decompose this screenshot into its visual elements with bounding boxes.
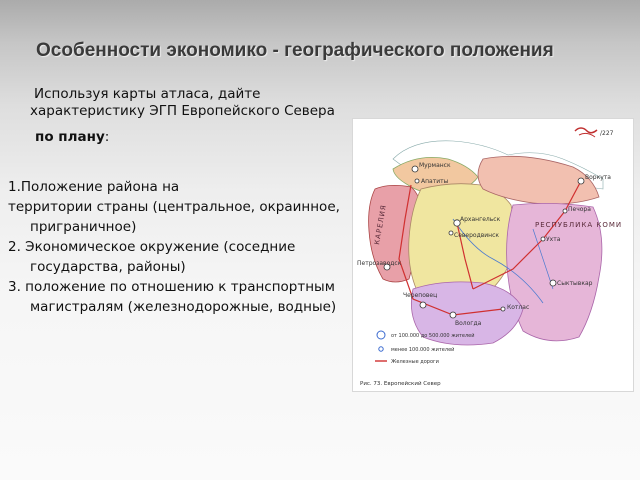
city-petrozavodsk-label: Петрозаводск — [357, 260, 402, 267]
map-caption: Рис. 73. Европейский Север — [360, 381, 441, 387]
legend-item-3-label: Железные дороги — [391, 359, 439, 365]
plan-heading-colon: : — [104, 129, 110, 145]
plan-item-1 — [8, 177, 368, 237]
region-komi-label: РЕСПУБЛИКА КОМИ — [535, 221, 623, 229]
plan-item-1-line-1: 1.Положение района на — [8, 179, 180, 195]
plan-item-2-line-2: государства, районы) — [30, 259, 186, 275]
plan-item-1-line-2: территории страны (центральное, окраинное, — [8, 199, 340, 215]
plan-item-1-line-3: приграничное) — [30, 219, 137, 235]
intro-text — [30, 86, 370, 120]
city-apatity-label: Апатиты — [421, 178, 449, 185]
map-svg — [353, 119, 633, 391]
city-cherepovets-label: Череповец — [403, 292, 438, 299]
plan-item-3 — [8, 277, 368, 317]
legend-item-2-label: менее 100.000 жителей — [391, 347, 455, 353]
city-syktyvkar-label: Сыктывкар — [557, 280, 593, 287]
city-murmansk-label: Мурманск — [419, 162, 451, 169]
legend-item-1-label: от 100.000 до 500.000 жителей — [391, 333, 475, 339]
city-vologda-label: Вологда — [455, 320, 482, 327]
plan-heading-bold: по плану — [35, 129, 105, 145]
city-vorkuta-label: Воркута — [585, 174, 611, 181]
plan-item-2 — [8, 237, 368, 277]
plan-heading — [35, 129, 109, 146]
map-legend — [375, 331, 474, 365]
city-severodvinsk-label: Северодвинск — [454, 232, 500, 239]
plan-item-3-line-2: магистралям (железнодорожные, водные) — [30, 299, 337, 315]
city-ukhta-label: Ухта — [546, 236, 561, 243]
map-corner-mark — [575, 128, 597, 137]
map-figure — [352, 118, 634, 392]
plan-item-2-line-1: 2. Экономическое окружение (соседние — [8, 239, 296, 255]
map-corner-tag: /227 — [600, 130, 614, 137]
intro-line-1: Используя карты атласа, дайте — [34, 86, 261, 102]
slide-title: Особенности экономико - географического положения — [36, 40, 554, 61]
plan-list — [8, 177, 368, 317]
region-karelia-label: КАРЕЛИЯ — [373, 203, 389, 246]
city-pechora-label: Печора — [568, 206, 591, 213]
city-arkhangelsk-label: Архангельск — [460, 216, 501, 223]
plan-item-3-line-1: 3. положение по отношению к транспортным — [8, 279, 335, 295]
intro-line-2: характеристику ЭГП Европейского Севера — [30, 103, 335, 119]
city-kotlas-label: Котлас — [507, 304, 530, 311]
